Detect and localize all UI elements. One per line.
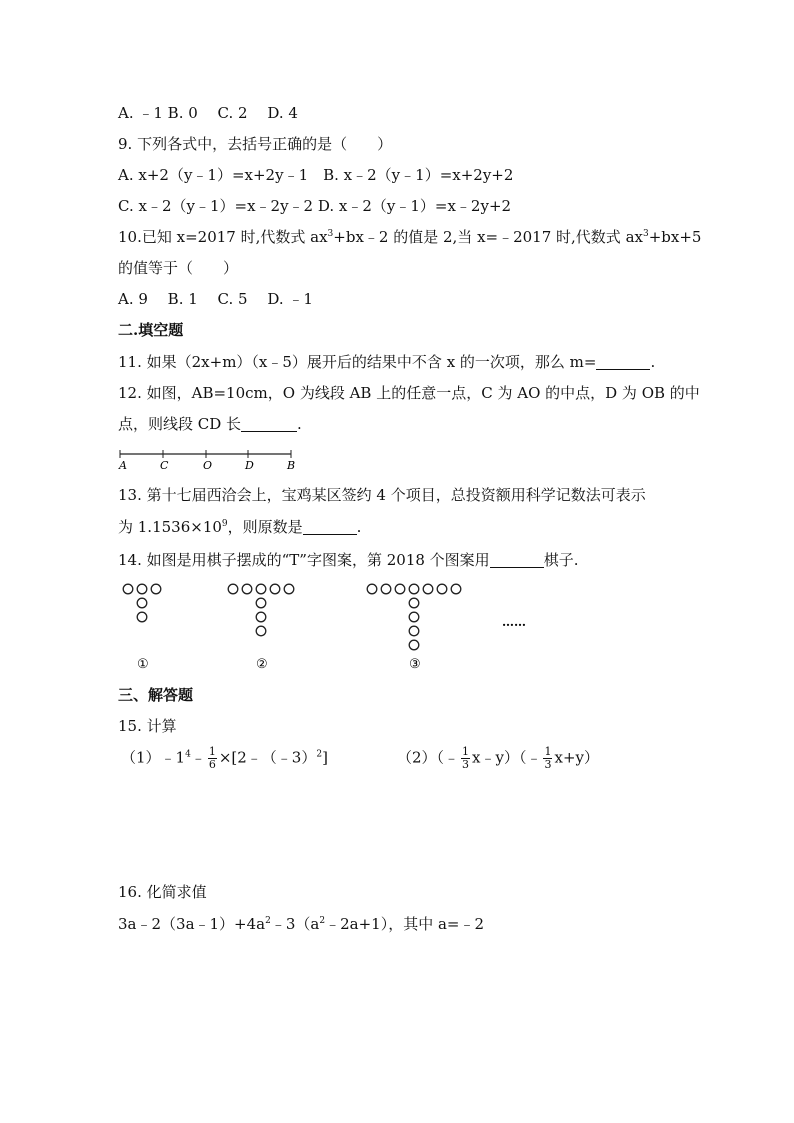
q15-p2-prefix: （2）（﹣: [397, 748, 460, 767]
stone: [242, 584, 252, 594]
stone: [228, 584, 238, 594]
q10-stem: [118, 227, 701, 247]
q15-p2-end: x+y）: [554, 748, 599, 767]
q15-p2-frac1-num: 1: [462, 745, 470, 758]
stone: [451, 584, 461, 594]
q16-exp-1: 2: [265, 916, 271, 926]
q10-text-c: +bx+5: [648, 228, 702, 246]
q10-exp-2: 3: [642, 229, 649, 239]
q12-line1: 12. 如图，AB=10cm，O 为线段 AB 上的任意一点，C 为 AO 的中点，D 为 OB 的中: [118, 384, 700, 402]
stone: [256, 584, 266, 594]
stone: [256, 598, 266, 608]
stone: [409, 612, 419, 622]
stone: [423, 584, 433, 594]
figure-label-3: ③: [409, 657, 421, 672]
q12-end: .: [297, 415, 302, 433]
stone: [270, 584, 280, 594]
q15-title: 15. 计算: [118, 717, 177, 735]
label-d: D: [245, 459, 254, 472]
q13-text-a: 为 1.1536×10: [118, 518, 222, 536]
q10-text-b: +bx﹣2 的值是 2,当 x=﹣2017 时,代数式 ax: [333, 228, 643, 246]
q15-p2-mid: x﹣y）（﹣: [472, 748, 542, 767]
q8-options: A. ﹣1 B. 0 C. 2 D. 4: [118, 104, 298, 122]
q10-text-a: 10.已知 x=2017 时,代数式 ax: [118, 228, 328, 246]
continuation-ellipsis: ……: [502, 615, 526, 629]
stone: [437, 584, 447, 594]
label-c: C: [160, 459, 169, 472]
q16-exp-2: 2: [319, 916, 326, 926]
q16-expression: [118, 914, 484, 934]
q15-p2-frac1-den: 3: [462, 758, 470, 771]
q11: [118, 352, 655, 372]
q15-p1-fraction: [208, 746, 217, 771]
stone: [256, 612, 266, 622]
stone: [284, 584, 294, 594]
pattern-1: [123, 584, 161, 672]
q10-options: A. 9 B. 1 C. 5 D. ﹣1: [118, 290, 313, 308]
section2-title: 二.填空题: [118, 321, 184, 339]
q15-p1-exp4: 4: [185, 749, 191, 760]
q14-text: 14. 如图是用棋子摆成的“T”字图案，第 2018 个图案用: [118, 551, 490, 569]
q12-answer-blank[interactable]: [241, 417, 297, 432]
stone: [409, 598, 419, 608]
stone: [137, 584, 147, 594]
q12-text: 点，则线段 CD 长: [118, 415, 242, 433]
q9-options-row2: C. x﹣2（y﹣1）=x﹣2y﹣2 D. x﹣2（y﹣1）=x﹣2y+2: [118, 197, 512, 215]
q10-stem-line2: 的值等于（ ）: [118, 259, 239, 277]
q15-p1-rest: ×[2﹣（﹣3）: [218, 748, 317, 767]
q15-p1-frac-den: 6: [208, 758, 216, 771]
q9-options-row1: A. x+2（y﹣1）=x+2y﹣1 B. x﹣2（y﹣1）=x+2y+2: [118, 166, 514, 184]
stone: [137, 598, 147, 608]
q15-p2-fraction-2: [543, 746, 552, 771]
q10-exp-1: 3: [327, 229, 334, 239]
q15-part1: [121, 746, 328, 771]
label-b: B: [287, 459, 296, 472]
q11-end: .: [650, 353, 656, 371]
q13-end: .: [356, 518, 362, 536]
q16-text-c: ﹣2a+1），其中 a=﹣2: [325, 915, 485, 933]
q11-answer-blank[interactable]: [596, 355, 650, 370]
q12-line2: [118, 414, 302, 434]
stone: [151, 584, 161, 594]
q14-end: 棋子.: [543, 551, 579, 569]
stone: [409, 640, 419, 650]
q15-p2-frac2-num: 1: [544, 745, 552, 758]
figure-label-1: ①: [137, 657, 149, 672]
q14: [118, 550, 578, 570]
q15-part2: [397, 746, 599, 771]
q13-exp: 9: [221, 519, 228, 529]
q9-stem: 9. 下列各式中，去括号正确的是（ ）: [118, 135, 393, 153]
q16-text-b: ﹣3（a: [270, 915, 320, 933]
stone: [381, 584, 391, 594]
label-o: O: [203, 459, 213, 472]
q13-line1: 13. 第十七届西洽会上，宝鸡某区签约 4 个项目，总投资额用科学记数法可表示: [118, 486, 646, 504]
q13-line2: [118, 517, 361, 537]
q15-p1-minus: ﹣: [190, 748, 206, 767]
stone: [256, 626, 266, 636]
q15-p2-frac2-den: 3: [544, 758, 552, 771]
stone: [123, 584, 133, 594]
label-a: A: [119, 459, 127, 472]
stone: [409, 626, 419, 636]
q15-p1-close: ]: [322, 748, 328, 767]
pattern-3: [367, 584, 461, 672]
t-pattern-figure: [116, 578, 536, 674]
q13-text-b: ，则原数是: [227, 518, 303, 536]
q11-text: 11. 如果（2x+m）（x﹣5）展开后的结果中不含 x 的一次项，那么 m=: [118, 353, 597, 371]
figure-label-2: ②: [256, 657, 268, 672]
q16-text-a: 3a﹣2（3a﹣1）+4a: [118, 915, 266, 933]
section3-title: 三、解答题: [118, 686, 194, 704]
q15-p1-prefix: （1）﹣1: [121, 748, 186, 767]
q15-p1-exp2: 2: [316, 749, 323, 760]
q13-answer-blank[interactable]: [303, 520, 357, 535]
pattern-2: [228, 584, 294, 672]
stone: [395, 584, 405, 594]
stone: [137, 612, 147, 622]
q16-title: 16. 化简求值: [118, 883, 207, 901]
q15-p2-fraction-1: [461, 746, 470, 771]
stone: [367, 584, 377, 594]
stone: [409, 584, 419, 594]
q14-answer-blank[interactable]: [490, 553, 544, 568]
q15-p1-frac-num: 1: [208, 745, 216, 758]
segment-diagram: [114, 446, 304, 472]
